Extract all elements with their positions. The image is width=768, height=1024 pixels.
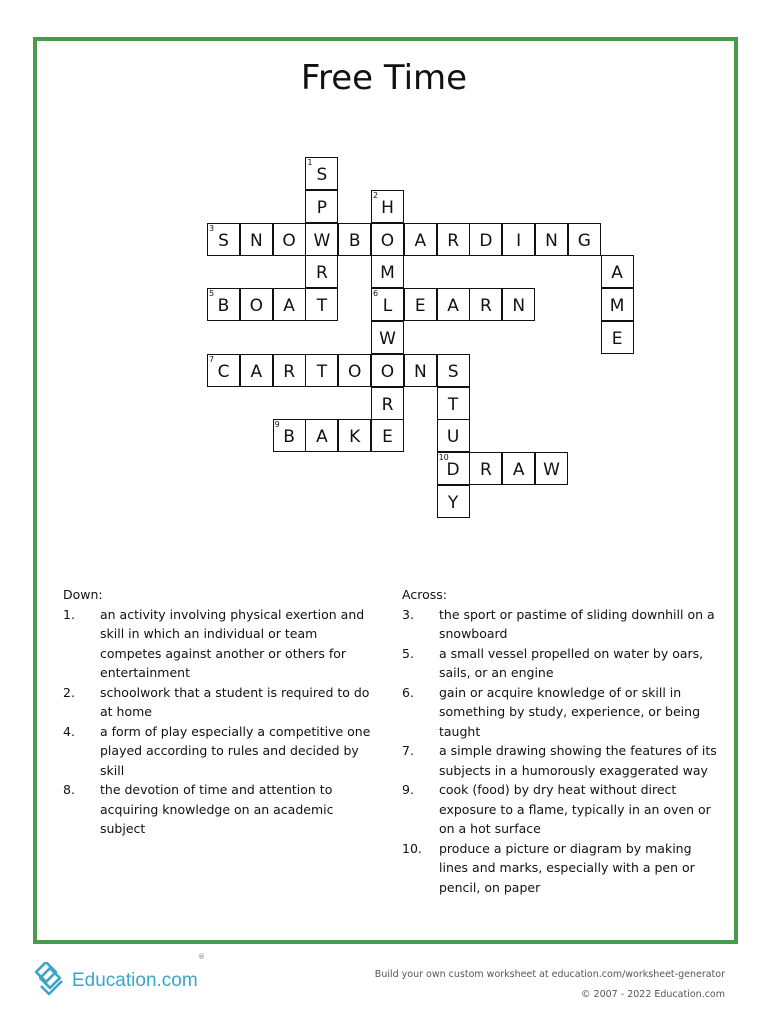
clue-number: 9. (402, 782, 414, 797)
grid-cell[interactable] (371, 190, 404, 223)
cell-letter: A (283, 296, 295, 317)
cell-letter: Y (447, 493, 459, 513)
cell-letter: S (447, 361, 459, 382)
cell-letter: W (313, 230, 331, 251)
grid-cell[interactable] (305, 223, 338, 256)
cell-letter: S (218, 230, 229, 251)
clue-number: 4. (63, 723, 75, 739)
clue-down-2 (63, 683, 373, 722)
cell-letter: A (512, 460, 525, 481)
cell-letter: H (381, 197, 394, 218)
cell-letter: A (316, 427, 328, 448)
cell-letter: E (414, 296, 426, 317)
clue-text: a simple drawing showing the features of its subjects in a humorously exaggerated way (439, 743, 717, 778)
grid-cell[interactable] (305, 157, 338, 190)
across-heading: Across: (402, 587, 447, 602)
cell-letter: B (283, 427, 295, 448)
footer-worksheet-link[interactable]: Build your own custom worksheet at education.com/worksheet-generator (374, 969, 725, 980)
grid-cell[interactable] (371, 354, 404, 387)
cell-letter: A (250, 361, 263, 382)
cell-letter: A (611, 263, 623, 284)
grid-cell[interactable] (437, 387, 470, 420)
grid-cell[interactable] (502, 288, 535, 321)
cell-letter: S (316, 165, 328, 185)
grid-cell[interactable] (273, 419, 306, 452)
clue-number-label: 10 (438, 453, 449, 463)
clue-number: 1. (63, 606, 75, 622)
grid-cell[interactable] (601, 255, 634, 288)
cell-letter: B (217, 296, 230, 317)
grid-cell[interactable] (437, 485, 470, 518)
grid-cell[interactable] (305, 354, 338, 387)
grid-cell[interactable] (404, 354, 437, 387)
clue-text: a form of play especially a competitive one played according to rules and decided by skill (100, 723, 371, 778)
clue-number-label: 9 (274, 420, 280, 430)
grid-cell[interactable] (273, 288, 306, 321)
cell-letter: R (283, 361, 295, 382)
cell-letter: R (479, 296, 492, 317)
grid-cell[interactable] (305, 419, 338, 452)
grid-cell[interactable] (240, 354, 273, 387)
grid-cell[interactable] (338, 419, 371, 452)
clue-across-10 (402, 839, 724, 898)
grid-cell[interactable] (437, 288, 470, 321)
grid-cell[interactable] (371, 288, 404, 321)
grid-cell[interactable] (437, 223, 470, 256)
clue-down-8 (63, 780, 373, 839)
grid-cell[interactable] (502, 223, 535, 256)
grid-cell[interactable] (437, 452, 470, 485)
clue-number-label: 1 (307, 158, 313, 167)
cell-letter: N (512, 296, 526, 317)
cell-letter: E (382, 427, 393, 448)
cell-letter: T (316, 296, 328, 317)
grid-cell[interactable] (469, 288, 502, 321)
clue-across-7 (402, 741, 724, 780)
clue-across-6 (402, 683, 724, 742)
clue-number-label: 7 (209, 354, 215, 364)
grid-cell[interactable] (305, 288, 338, 321)
grid-cell[interactable] (469, 223, 502, 256)
grid-cell[interactable] (338, 354, 371, 387)
clue-text: the sport or pastime of sliding downhill on a snowboard (439, 606, 715, 641)
education-logo-text: Education.com (72, 970, 198, 991)
grid-cell[interactable] (305, 255, 338, 288)
clue-text: an activity involving physical exertion and skill in which an individual or team competes against another or others for entertainment (100, 606, 365, 680)
clue-text: the devotion of time and attention to acquiring knowledge on an academic subject (100, 782, 334, 836)
grid-cell[interactable] (469, 452, 502, 485)
clue-number: 6. (402, 684, 414, 700)
cell-letter: E (611, 329, 623, 349)
down-clues (63, 585, 373, 839)
cell-letter: R (381, 394, 394, 415)
cell-letter: G (577, 230, 591, 251)
cell-letter: A (447, 296, 459, 317)
cell-letter: D (446, 460, 460, 481)
down-heading: Down: (63, 587, 103, 602)
grid-cell[interactable] (404, 223, 437, 256)
clue-number-label: 5 (209, 289, 215, 299)
grid-cell[interactable] (273, 354, 306, 387)
clue-across-5 (402, 644, 724, 683)
grid-cell[interactable] (207, 223, 240, 256)
clue-number: 5. (402, 645, 414, 661)
grid-cell[interactable] (535, 452, 568, 485)
clue-down-4 (63, 722, 373, 781)
clue-text: schoolwork that a student is required to do at home (100, 684, 370, 719)
grid-cell[interactable] (371, 321, 404, 354)
grid-cell[interactable] (535, 223, 568, 256)
grid-cell[interactable] (502, 452, 535, 485)
cell-letter: R (447, 230, 459, 251)
cell-letter: O (380, 230, 395, 251)
cell-letter: O (249, 296, 263, 317)
grid-cell[interactable] (371, 223, 404, 256)
cell-letter: O (347, 361, 362, 382)
clue-across-9 (402, 780, 724, 839)
grid-cell[interactable] (371, 419, 404, 452)
grid-cell[interactable] (601, 288, 634, 321)
across-clues (402, 585, 724, 897)
cell-letter: L (382, 296, 393, 317)
grid-cell[interactable] (207, 288, 240, 321)
clue-down-1 (63, 605, 373, 683)
cell-letter: T (447, 394, 459, 415)
grid-cell[interactable] (568, 223, 601, 256)
cell-letter: W (543, 460, 560, 481)
cell-letter: C (217, 361, 230, 382)
cell-letter: K (349, 427, 361, 448)
clue-text: a small vessel propelled on water by oars, sails, or an engine (439, 645, 704, 680)
education-logo[interactable] (32, 962, 198, 1000)
clue-text: cook (food) by dry heat without direct exposure to a flame, typically in an oven or on a hot surface (439, 782, 711, 836)
clue-number: 3. (402, 606, 414, 622)
cell-letter: O (380, 361, 395, 382)
clue-number-label: 3 (209, 223, 215, 233)
footer-copyright: © 2007 - 2022 Education.com (581, 989, 725, 1000)
grid-cell[interactable] (601, 321, 634, 354)
grid-cell[interactable] (240, 223, 273, 256)
cell-letter: A (414, 230, 427, 251)
grid-cell[interactable] (404, 288, 437, 321)
cell-letter: N (249, 230, 263, 251)
clue-number-label: 2 (373, 190, 379, 200)
cell-letter: W (379, 329, 396, 349)
grid-cell[interactable] (305, 190, 338, 223)
grid-cell[interactable] (437, 354, 470, 387)
cell-letter: R (479, 460, 492, 481)
cell-letter: O (282, 230, 296, 251)
clue-number: 7. (402, 743, 414, 758)
grid-cell[interactable] (371, 387, 404, 420)
cell-letter: T (316, 361, 328, 382)
grid-cell[interactable] (338, 223, 371, 256)
cell-letter: P (316, 197, 328, 218)
grid-cell[interactable] (207, 354, 240, 387)
clue-text: gain or acquire knowledge of or skill in something by study, experience, or being taught (439, 684, 701, 739)
education-logo-icon (32, 962, 66, 1000)
registered-mark: ® (198, 953, 205, 961)
clue-text: produce a picture or diagram by making lines and marks, especially with a pen or pencil, on paper (439, 840, 695, 895)
cell-letter: M (609, 296, 625, 317)
grid-cell[interactable] (273, 223, 306, 256)
clue-number: 2. (63, 684, 75, 700)
clue-across-3 (402, 605, 724, 644)
grid-cell[interactable] (437, 419, 470, 452)
cell-letter: N (413, 361, 427, 382)
cell-letter: M (380, 263, 395, 284)
cell-letter: U (446, 427, 460, 448)
page-title: Free Time (300, 58, 468, 98)
cell-letter: R (315, 263, 328, 284)
grid-cell[interactable] (371, 255, 404, 288)
cell-letter: B (348, 230, 361, 251)
cell-letter: I (516, 230, 522, 251)
cell-letter: N (545, 230, 558, 251)
cell-letter: D (479, 230, 493, 251)
grid-cell[interactable] (240, 288, 273, 321)
clue-number: 8. (63, 782, 75, 797)
clue-number: 10. (402, 840, 422, 856)
clue-number-label: 6 (373, 289, 379, 299)
